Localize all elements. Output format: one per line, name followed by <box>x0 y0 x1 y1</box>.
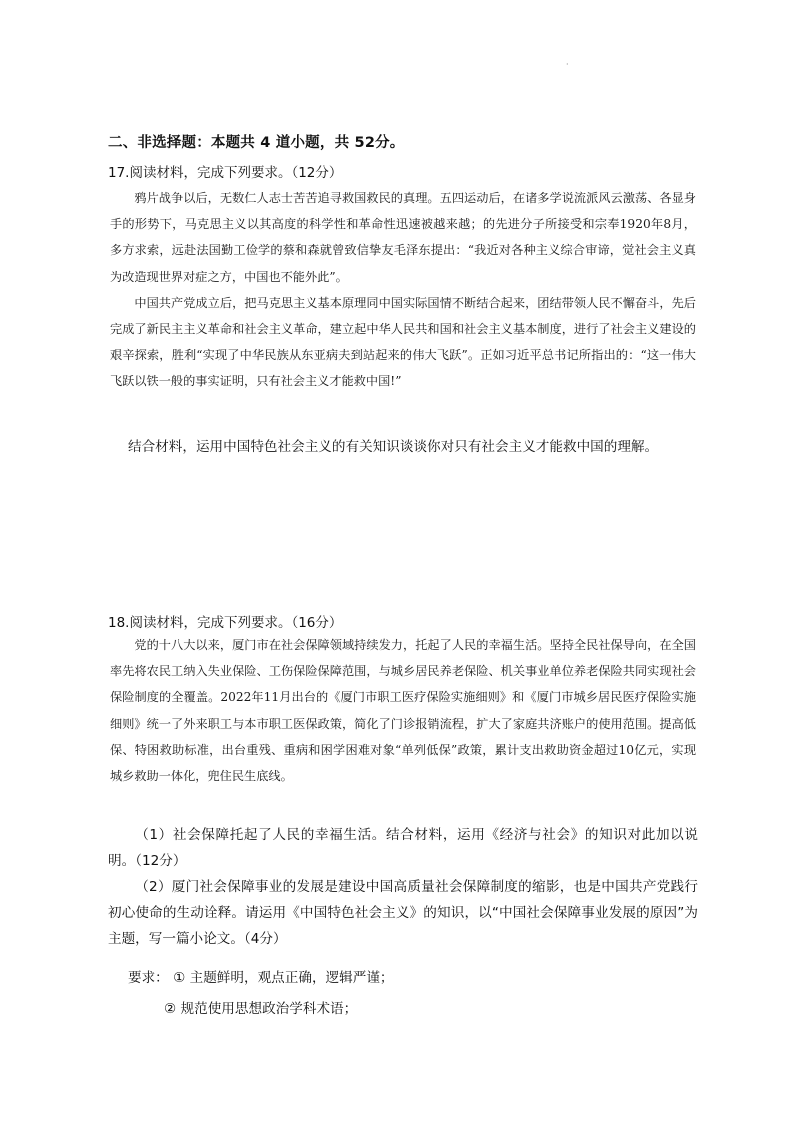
sub-question-text: （1）社会保障托起了人民的幸福生活。结合材料，运用《经济与社会》的知识对此加以说明。（12分） <box>108 827 698 869</box>
material-paragraph: 中国共产党成立后，把马克思主义基本原理同中国实际国情不断结合起来，团结带领人民不懈奋斗，先后完成了新民主主义革命和社会主义革命，建立起中华人民共和国和社会主义基本制度，进行了社会主义建设的艰辛探索，胜利“实现了中华民族从东亚病夫到站起来的伟大飞跃”。正如习近平总书记所指出的：“这一伟大飞跃以铁一般的事实证明，只有社会主义才能救中国!” <box>110 295 696 389</box>
requirement-item: ② 规范使用思想政治学科术语； <box>164 1001 358 1017</box>
question-18-sub-2 <box>108 874 698 952</box>
question-18-title: 18.阅读材料，完成下列要求。（16分） <box>108 615 343 631</box>
material-paragraph: 党的十八大以来，厦门市在社会保障领域持续发力，托起了人民的幸福生活。坚持全民社保导向，在全国率先将农民工纳入失业保险、工伤保险保障范围，与城乡居民养老保险、机关事业单位养老保险共同实现社会保险制度的全覆盖。2022年11月出台的《厦门市职工医疗保险实施细则》和《厦门市城乡居民医疗保险实施细则》统一了外来职工与本市职工医保政策，简化了门诊报销流程，扩大了家庭共济账户的使用范围。提高低保、特困救助标准，出台重残、重病和困学困难对象“单列低保”政策，累计支出救助资金超过10亿元，实现城乡救助一体化，兜住民生底线。 <box>110 638 696 784</box>
requirements-label: 要求： <box>128 970 169 986</box>
requirements-line-1 <box>128 966 394 986</box>
material-paragraph: 鸦片战争以后，无数仁人志士苦苦追寻救国救民的真理。五四运动后，在诸多学说流派风云激荡、各显身手的形势下，马克思主义以其高度的科学性和革命性迅速被越来越；的先进分子所接受和宗奉1920年8月，多方求索，远赴法国勤工俭学的蔡和森就曾致信挚友毛泽东提出：“我近对各种主义综合审谛，觉社会主义真为改造现世界对症之方，中国也不能外此”。 <box>110 191 696 284</box>
question-18-sub-1 <box>108 822 698 874</box>
question-18-material <box>110 632 696 789</box>
section-title: 二、非选择题：本题共 4 道小题，共 52分。 <box>108 135 405 151</box>
requirements-line-2 <box>164 997 357 1017</box>
requirement-item: ① 主题鲜明，观点正确，逻辑严谨； <box>173 970 394 986</box>
question-17-title: 17.阅读材料，完成下列要求。（12分） <box>108 165 343 181</box>
question-17-prompt: 结合材料，运用中国特色社会主义的有关知识谈谈你对只有社会主义才能救中国的理解。 <box>128 439 659 455</box>
sub-question-text: （2）厦门社会保障事业的发展是建设中国高质量社会保障制度的缩影，也是中国共产党践行初心使命的生动诠释。请运用《中国特色社会主义》的知识，以“中国社会保障事业发展的原因”为主题，写一篇小论文。（4分） <box>108 879 698 947</box>
page-mark: · <box>566 60 569 69</box>
question-17-material <box>110 185 696 395</box>
